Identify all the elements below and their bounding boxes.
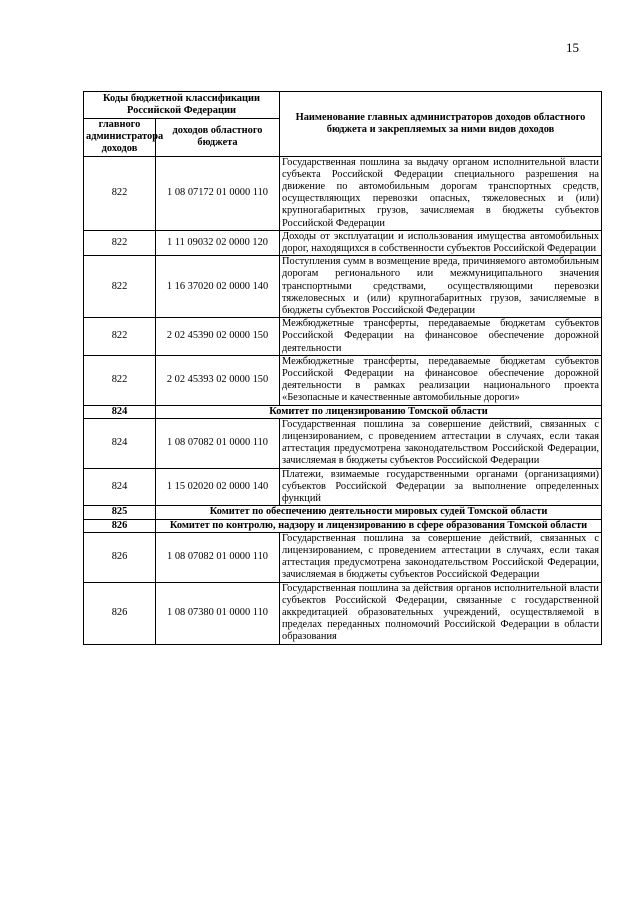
administrator-name-cell: Комитет по обеспечению деятельности мировых судей Томской области <box>156 506 602 519</box>
admin-code-cell: 824 <box>84 418 156 468</box>
revenue-name-cell: Межбюджетные трансферты, передаваемые бюджетам субъектов Российской Федерации на финансовое обеспечение дорожной деятельности в рамках реализации национального проекта «Безопасные и качественные автомобильные дороги» <box>280 355 602 405</box>
revenue-name-cell: Государственная пошлина за действия органов исполнительной власти субъектов Российской Федерации, связанные с государственной аккредитацией образовательных учреждений, осуществляемой в пределах переданных полномочий Российской Федерации в области образования <box>280 582 602 644</box>
admin-code-cell: 824 <box>84 468 156 506</box>
revenue-name-cell: Поступления сумм в возмещение вреда, причиняемого автомобильным дорогам регионального или межмуниципального значения транспортными средствами, осуществляющими перевозки тяжеловесных и (или) крупногабаритных грузов, зачисляемые в бюджеты субъектов Российской Федерации <box>280 256 602 318</box>
admin-code-cell: 824 <box>84 405 156 418</box>
table-row <box>84 230 602 255</box>
admin-code-cell: 826 <box>84 582 156 644</box>
table-row <box>84 355 602 405</box>
revenue-name-cell: Доходы от эксплуатации и использования имущества автомобильных дорог, находящихся в собственности субъектов Российской Федерации <box>280 230 602 255</box>
admin-code-cell: 825 <box>84 506 156 519</box>
section-row <box>84 519 602 532</box>
admin-code-cell: 826 <box>84 532 156 582</box>
admin-code-cell: 826 <box>84 519 156 532</box>
table-row <box>84 582 602 644</box>
revenue-code-cell: 2 02 45390 02 0000 150 <box>156 318 280 356</box>
section-row <box>84 405 602 418</box>
table-row <box>84 468 602 506</box>
table-row <box>84 532 602 582</box>
header-code: доходов областного бюджета <box>156 119 280 157</box>
table-row <box>84 318 602 356</box>
page-number: 15 <box>566 40 579 55</box>
table-row <box>84 418 602 468</box>
revenue-code-cell: 1 11 09032 02 0000 120 <box>156 230 280 255</box>
revenue-code-cell: 1 15 02020 02 0000 140 <box>156 468 280 506</box>
revenue-name-cell: Межбюджетные трансферты, передаваемые бюджетам субъектов Российской Федерации на финансовое обеспечение дорожной деятельности <box>280 318 602 356</box>
budget-classification-table <box>83 91 602 645</box>
revenue-name-cell: Государственная пошлина за выдачу органом исполнительной власти субъекта Российской Федерации специального разрешения на движение по автомобильным дорогам транспортных средств, осуществляющих перевозки опасных, тяжеловесных и (или) крупногабаритных грузов, зачисляемая в бюджеты субъектов Российской Федерации <box>280 156 602 230</box>
revenue-code-cell: 2 02 45393 02 0000 150 <box>156 355 280 405</box>
admin-code-cell: 822 <box>84 355 156 405</box>
admin-code-cell: 822 <box>84 318 156 356</box>
revenue-name-cell: Платежи, взимаемые государственными органами (организациями) субъектов Российской Федерации за выполнение определенных функций <box>280 468 602 506</box>
admin-code-cell: 822 <box>84 230 156 255</box>
administrator-name-cell: Комитет по контролю, надзору и лицензированию в сфере образования Томской области <box>156 519 602 532</box>
revenue-code-cell: 1 08 07082 01 0000 110 <box>156 532 280 582</box>
admin-code-cell: 822 <box>84 256 156 318</box>
header-codes-group: Коды бюджетной классификации Российской Федерации <box>84 92 280 119</box>
administrator-name-cell: Комитет по лицензированию Томской области <box>156 405 602 418</box>
header-admin: главного администратора доходов <box>84 119 156 157</box>
revenue-code-cell: 1 08 07380 01 0000 110 <box>156 582 280 644</box>
revenue-code-cell: 1 08 07082 01 0000 110 <box>156 418 280 468</box>
table-row <box>84 256 602 318</box>
header-name: Наименование главных администраторов доходов областного бюджета и закрепляемых за ними видов доходов <box>280 92 602 157</box>
table-row <box>84 156 602 230</box>
revenue-name-cell: Государственная пошлина за совершение действий, связанных с лицензированием, с проведением аттестации в случаях, если такая аттестация предусмотрена законодательством Российской Федерации, зачисляемая в бюджеты субъектов Российской Федерации <box>280 532 602 582</box>
section-row <box>84 506 602 519</box>
revenue-name-cell: Государственная пошлина за совершение действий, связанных с лицензированием, с проведением аттестации в случаях, если такая аттестация предусмотрена законодательством Российской Федерации, зачисляемая в бюджеты субъектов Российской Федерации <box>280 418 602 468</box>
revenue-code-cell: 1 16 37020 02 0000 140 <box>156 256 280 318</box>
admin-code-cell: 822 <box>84 156 156 230</box>
revenue-code-cell: 1 08 07172 01 0000 110 <box>156 156 280 230</box>
